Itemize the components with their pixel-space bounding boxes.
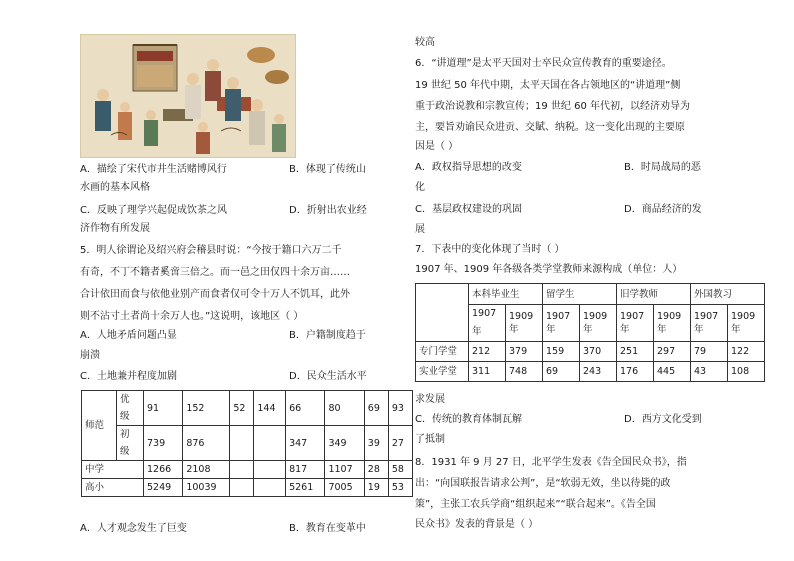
table-cell: 师范 [82, 391, 117, 461]
q8-stem-line2: 出：“向国联报告请求公判”，是“软弱无效，坐以待毙的政 [415, 478, 671, 489]
table-cell: 27 [388, 426, 412, 461]
table-cell: 69 [364, 391, 388, 426]
table-cell: 1107 [325, 461, 364, 479]
q7-option-b: B．教育在变革中 [289, 523, 366, 534]
q6-option-d-wrap: 展 [415, 224, 425, 235]
table-cell: 817 [286, 461, 325, 479]
table-cell: 91 [144, 391, 183, 426]
table-cell: 7005 [325, 479, 364, 497]
table-row [82, 461, 413, 479]
q6-option-b-wrap: 化 [415, 182, 425, 193]
q6-stem-line2: 19 世纪 50 年代中期，太平天国在各占领地区的“讲道理”侧 [415, 80, 681, 91]
table-cell: 311 [469, 362, 506, 382]
table-cell: 43 [691, 362, 728, 382]
song-painting-image [80, 34, 296, 158]
table-cell [230, 426, 254, 461]
table-cell: 53 [388, 479, 412, 497]
q6-option-d: D．商品经济的发 [624, 204, 702, 215]
table-cell: 初 级 [117, 426, 144, 461]
q5-option-a: A．人地矛盾问题凸显 [80, 330, 177, 341]
table-cell [254, 461, 286, 479]
q8-stem-line3: 策”，主张工农兵学商“组织起来”“联合起来”。《告全国 [415, 499, 656, 510]
table-cell: 28 [364, 461, 388, 479]
q6-option-c: C．基层政权建设的巩固 [415, 204, 522, 215]
table-cell: 379 [506, 342, 543, 362]
table-cell: 739 [144, 426, 183, 461]
table-row [416, 284, 765, 305]
table-header: 外国教习 [691, 284, 765, 305]
q6-option-a: A．政权指导思想的改变 [415, 162, 522, 173]
table-cell: 高小 [82, 479, 144, 497]
q4-option-a: A．描绘了宋代市井生活赌博风行 [80, 164, 227, 175]
table-header: 本科毕业生 [469, 284, 543, 305]
q6-stem-line5: 因是（ ） [415, 141, 459, 152]
table-row [82, 479, 413, 497]
table-cell: 66 [286, 391, 325, 426]
q4-option-b: B．体现了传统山 [289, 164, 366, 175]
q7-table-caption: 1907 年、1909 年各级各类学堂教师来源构成（单位：人） [415, 264, 683, 275]
q5-option-d: D．民众生活水平 [289, 371, 367, 382]
table-cell: 176 [617, 362, 654, 382]
table-cell: 19 [364, 479, 388, 497]
table-row [416, 362, 765, 382]
q7-option-c: C．传统的教育体制瓦解 [415, 414, 522, 425]
table-cell: 专门学堂 [416, 342, 469, 362]
table-cell: 445 [654, 362, 691, 382]
table-cell: 中学 [82, 461, 144, 479]
table-cell: 349 [325, 426, 364, 461]
table-header: 旧学教师 [617, 284, 691, 305]
table-cell: 1909 年 [506, 305, 543, 342]
q7-option-d-wrap: 了抵制 [415, 434, 445, 445]
q4-tail-text: 较高 [415, 37, 435, 48]
q8-stem-line1: 8．1931 年 9 月 27 日，北平学生发表《告全国民众书》，指 [415, 457, 687, 468]
q6-option-b: B．时局战局的恶 [624, 162, 701, 173]
table-cell: 1907 年 [469, 305, 506, 342]
table-cell: 876 [183, 426, 230, 461]
table-cell [254, 479, 286, 497]
q4-option-c: C．反映了理学兴起促成饮茶之风 [80, 205, 227, 216]
q7-option-a: A．人才观念发生了巨变 [80, 523, 187, 534]
q5-stem-line1: 5．明人徐谓论及绍兴府会稽县时说：“今按于籍口六万二千 [80, 245, 342, 256]
table-cell: 370 [580, 342, 617, 362]
table-cell: 1909 年 [728, 305, 765, 342]
table-cell [416, 284, 469, 342]
table-cell: 52 [230, 391, 254, 426]
table-cell: 1266 [144, 461, 183, 479]
table-cell: 144 [254, 391, 286, 426]
q4-option-b-wrap: 水画的基本风格 [80, 182, 150, 193]
q6-stem-line3: 重于政治说教和宗教宣传；19 世纪 60 年代初，以经济劝导为 [415, 101, 690, 112]
table-cell: 243 [580, 362, 617, 382]
table-cell: 93 [388, 391, 412, 426]
table-cell: 152 [183, 391, 230, 426]
table-cell: 108 [728, 362, 765, 382]
q4-option-d: D．折射出农业经 [289, 205, 367, 216]
table-cell: 251 [617, 342, 654, 362]
table-cell: 10039 [183, 479, 230, 497]
q7-table [415, 283, 765, 382]
q5-option-c: C．土地兼并程度加剧 [80, 371, 177, 382]
table-cell: 5249 [144, 479, 183, 497]
q7-option-b-wrap: 求发展 [415, 394, 445, 405]
table-cell: 122 [728, 342, 765, 362]
table-cell [230, 479, 254, 497]
q6-stem-line1: 6．“讲道理”是太平天国对士卒民众宣传教育的重要途径。 [415, 58, 672, 69]
table-cell: 159 [543, 342, 580, 362]
q7-table-continued [81, 390, 413, 497]
table-cell: 优 级 [117, 391, 144, 426]
table-cell: 347 [286, 426, 325, 461]
table-cell: 1907 年 [543, 305, 580, 342]
q5-stem-line4: 则不沾寸土者尚十余万人也。”这说明，该地区（ ） [80, 311, 304, 322]
table-cell: 2108 [183, 461, 230, 479]
table-cell: 297 [654, 342, 691, 362]
table-cell: 39 [364, 426, 388, 461]
table-cell: 1907 年 [617, 305, 654, 342]
table-cell: 1909 年 [580, 305, 617, 342]
table-cell: 1909 年 [654, 305, 691, 342]
table-cell: 69 [543, 362, 580, 382]
table-cell: 实业学堂 [416, 362, 469, 382]
table-cell [230, 461, 254, 479]
table-cell: 79 [691, 342, 728, 362]
q5-stem-line2: 有奇，不丁不籍者奚啻三倍之。而一邑之田仅四十余万亩…… [80, 267, 350, 278]
table-cell: 212 [469, 342, 506, 362]
table-cell: 1907 年 [691, 305, 728, 342]
q8-stem-line4: 民众书》发表的背景是（ ） [415, 519, 539, 530]
table-header: 留学生 [543, 284, 617, 305]
q5-option-b-wrap: 崩溃 [80, 350, 100, 361]
table-cell: 5261 [286, 479, 325, 497]
table-row [416, 342, 765, 362]
q7-stem: 7．下表中的变化体现了当时（ ） [415, 244, 565, 255]
q7-option-d: D．西方文化受到 [624, 414, 702, 425]
table-cell: 80 [325, 391, 364, 426]
q5-option-b: B．户籍制度趋于 [289, 330, 366, 341]
q6-stem-line4: 主，要旨劝谕民众进贡、交賦、纳税。这一变化出现的主要原 [415, 122, 685, 133]
q4-option-d-wrap: 济作物有所发展 [80, 223, 150, 234]
table-row [416, 305, 765, 342]
table-cell [254, 426, 286, 461]
table-cell: 58 [388, 461, 412, 479]
q5-stem-line3: 合计依田而食与依他业别产而食者仅可令十万人不饥耳，此外 [80, 289, 350, 300]
table-cell: 748 [506, 362, 543, 382]
